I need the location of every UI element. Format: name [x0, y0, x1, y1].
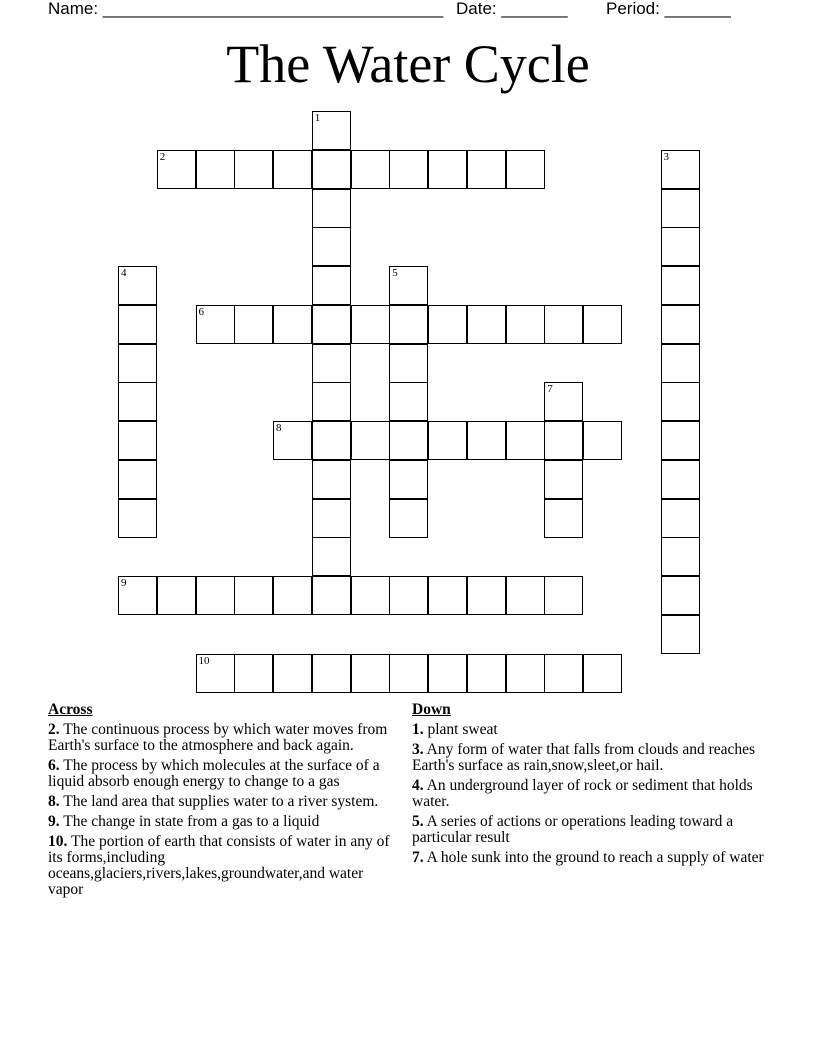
crossword-cell[interactable]	[389, 421, 428, 460]
crossword-cell[interactable]	[661, 615, 700, 654]
crossword-cell[interactable]	[118, 266, 157, 305]
crossword-cell[interactable]	[661, 189, 700, 228]
crossword-cell[interactable]	[234, 150, 273, 189]
period-field[interactable]: Period: _______	[606, 0, 731, 18]
down-clue-7	[412, 850, 774, 866]
cell-number: 9	[121, 577, 127, 589]
crossword-cell[interactable]	[351, 654, 390, 693]
crossword-cell[interactable]	[467, 305, 506, 344]
crossword-cell[interactable]	[118, 576, 157, 615]
crossword-cell[interactable]	[467, 576, 506, 615]
across-clue-2	[48, 722, 393, 754]
crossword-cell[interactable]	[389, 382, 428, 421]
crossword-cell[interactable]	[583, 421, 622, 460]
across-heading: Across	[48, 701, 93, 718]
crossword-cell[interactable]	[467, 150, 506, 189]
crossword-cell[interactable]	[234, 654, 273, 693]
crossword-cell[interactable]	[544, 382, 583, 421]
crossword-cell[interactable]	[661, 499, 700, 538]
crossword-cell[interactable]	[351, 421, 390, 460]
crossword-cell[interactable]	[661, 266, 700, 305]
crossword-cell[interactable]	[273, 576, 312, 615]
crossword-cell[interactable]	[661, 421, 700, 460]
crossword-cell[interactable]	[544, 305, 583, 344]
crossword-cell[interactable]	[351, 150, 390, 189]
crossword-cell[interactable]	[312, 111, 351, 150]
crossword-cell[interactable]	[506, 654, 545, 693]
clue-text: Any form of water that falls from clouds and reaches Earth's surface as rain,snow,sleet,or hail.	[412, 741, 756, 774]
crossword-cell[interactable]	[506, 421, 545, 460]
crossword-cell[interactable]	[583, 305, 622, 344]
crossword-cell[interactable]	[389, 305, 428, 344]
crossword-cell[interactable]	[428, 654, 467, 693]
crossword-cell[interactable]	[583, 654, 622, 693]
crossword-cell[interactable]	[312, 576, 351, 615]
clue-text: A hole sunk into the ground to reach a supply of water	[426, 849, 764, 866]
crossword-cell[interactable]	[661, 344, 700, 383]
clue-number: 8.	[48, 793, 60, 810]
crossword-cell[interactable]	[351, 576, 390, 615]
clue-text: A series of actions or operations leading toward a particular result	[412, 813, 734, 846]
cell-number: 8	[276, 422, 282, 434]
crossword-cell[interactable]	[351, 305, 390, 344]
crossword-cell[interactable]	[506, 305, 545, 344]
cell-number: 7	[547, 383, 553, 396]
crossword-cell[interactable]	[118, 305, 157, 344]
crossword-cell[interactable]	[544, 421, 583, 460]
down-clue-1	[412, 722, 774, 738]
crossword-cell[interactable]	[661, 576, 700, 615]
crossword-cell[interactable]	[118, 421, 157, 460]
down-clues	[412, 702, 774, 870]
crossword-cell[interactable]	[312, 654, 351, 693]
date-field[interactable]: Date: _______	[456, 0, 568, 18]
cell-number: 5	[392, 267, 398, 279]
clue-number: 3.	[412, 741, 424, 758]
crossword-cell[interactable]	[118, 344, 157, 383]
cell-number: 1	[314, 112, 321, 124]
cell-number: 6	[198, 305, 204, 318]
crossword-cell[interactable]	[312, 189, 351, 228]
cell-number: 10	[198, 654, 210, 667]
crossword-cell[interactable]	[389, 499, 428, 538]
crossword-cell[interactable]	[506, 150, 545, 189]
crossword-cell[interactable]	[157, 576, 196, 615]
crossword-cell[interactable]	[312, 499, 351, 538]
crossword-cell[interactable]	[389, 344, 428, 383]
crossword-cell[interactable]	[389, 576, 428, 615]
clue-text: The continuous process by which water moves from Earth's surface to the atmosphere and back again.	[48, 721, 388, 754]
crossword-cell[interactable]	[312, 537, 351, 576]
crossword-cell[interactable]	[118, 382, 157, 421]
crossword-cell[interactable]	[234, 576, 273, 615]
crossword-cell[interactable]	[544, 499, 583, 538]
clue-text: plant sweat	[427, 721, 498, 738]
crossword-cell[interactable]	[661, 460, 700, 499]
crossword-cell[interactable]	[544, 654, 583, 693]
crossword-cell[interactable]	[273, 654, 312, 693]
clue-text: The process by which molecules at the surface of a liquid absorb enough energy to change to a gas	[48, 757, 380, 790]
crossword-cell[interactable]	[467, 654, 506, 693]
clue-number: 7.	[412, 849, 424, 866]
crossword-cell[interactable]	[661, 150, 700, 189]
crossword-cell[interactable]	[196, 150, 235, 189]
crossword-cell[interactable]	[661, 227, 700, 266]
crossword-cell[interactable]	[118, 499, 157, 538]
across-clue-8	[48, 794, 393, 810]
crossword-cell[interactable]	[196, 576, 235, 615]
clue-number: 4.	[412, 777, 424, 794]
crossword-cell[interactable]	[273, 150, 312, 189]
crossword-cell[interactable]	[428, 421, 467, 460]
name-field[interactable]: Name: ____________________________________	[48, 0, 444, 18]
crossword-cell[interactable]	[312, 266, 351, 305]
crossword-cell[interactable]	[506, 576, 545, 615]
crossword-cell[interactable]	[389, 266, 428, 305]
down-clue-3	[412, 742, 774, 774]
down-heading: Down	[412, 701, 451, 718]
crossword-cell[interactable]	[312, 460, 351, 499]
clue-number: 9.	[48, 813, 60, 830]
crossword-cell[interactable]	[661, 382, 700, 421]
crossword-cell[interactable]	[389, 654, 428, 693]
down-clue-4	[412, 778, 774, 810]
crossword-cell[interactable]	[234, 305, 273, 344]
crossword-cell[interactable]	[428, 576, 467, 615]
crossword-cell[interactable]	[661, 537, 700, 576]
crossword-cell[interactable]	[118, 460, 157, 499]
crossword-cell[interactable]	[312, 382, 351, 421]
across-clue-6	[48, 758, 393, 790]
crossword-cell[interactable]	[661, 305, 700, 344]
cell-number: 2	[159, 150, 166, 163]
clue-text: The land area that supplies water to a river system.	[63, 793, 379, 810]
clue-text: An underground layer of rock or sediment that holds water.	[412, 777, 753, 810]
cell-number: 4	[121, 267, 127, 279]
cell-number: 3	[663, 150, 669, 163]
crossword-cell[interactable]	[544, 460, 583, 499]
crossword-cell[interactable]	[312, 150, 351, 189]
crossword-cell[interactable]	[157, 150, 196, 189]
crossword-cell[interactable]	[273, 421, 312, 460]
crossword-cell[interactable]	[428, 305, 467, 344]
clue-number: 6.	[48, 757, 60, 774]
crossword-cell[interactable]	[312, 227, 351, 266]
across-clue-9	[48, 814, 393, 830]
clue-text: The portion of earth that consists of water in any of its forms,including oceans,glaciers,rivers,lakes,groundwater,and water vapor	[48, 833, 390, 898]
clue-number: 2.	[48, 721, 60, 738]
crossword-cell[interactable]	[544, 576, 583, 615]
crossword-cell[interactable]	[467, 421, 506, 460]
clue-number: 5.	[412, 813, 424, 830]
page-title: The Water Cycle	[226, 34, 590, 94]
crossword-cell[interactable]	[428, 150, 467, 189]
across-clues	[48, 702, 393, 902]
clue-number: 10.	[48, 833, 68, 850]
crossword-cell[interactable]	[312, 421, 351, 460]
crossword-cell[interactable]	[389, 150, 428, 189]
clue-number: 1.	[412, 721, 424, 738]
crossword-cell[interactable]	[196, 654, 235, 693]
down-clue-5	[412, 814, 774, 846]
crossword-cell[interactable]	[196, 305, 235, 344]
crossword-cell[interactable]	[312, 344, 351, 383]
crossword-cell[interactable]	[273, 305, 312, 344]
crossword-cell[interactable]	[389, 460, 428, 499]
clue-text: The change in state from a gas to a liquid	[63, 813, 320, 830]
across-clue-10	[48, 834, 393, 898]
crossword-cell[interactable]	[312, 305, 351, 344]
